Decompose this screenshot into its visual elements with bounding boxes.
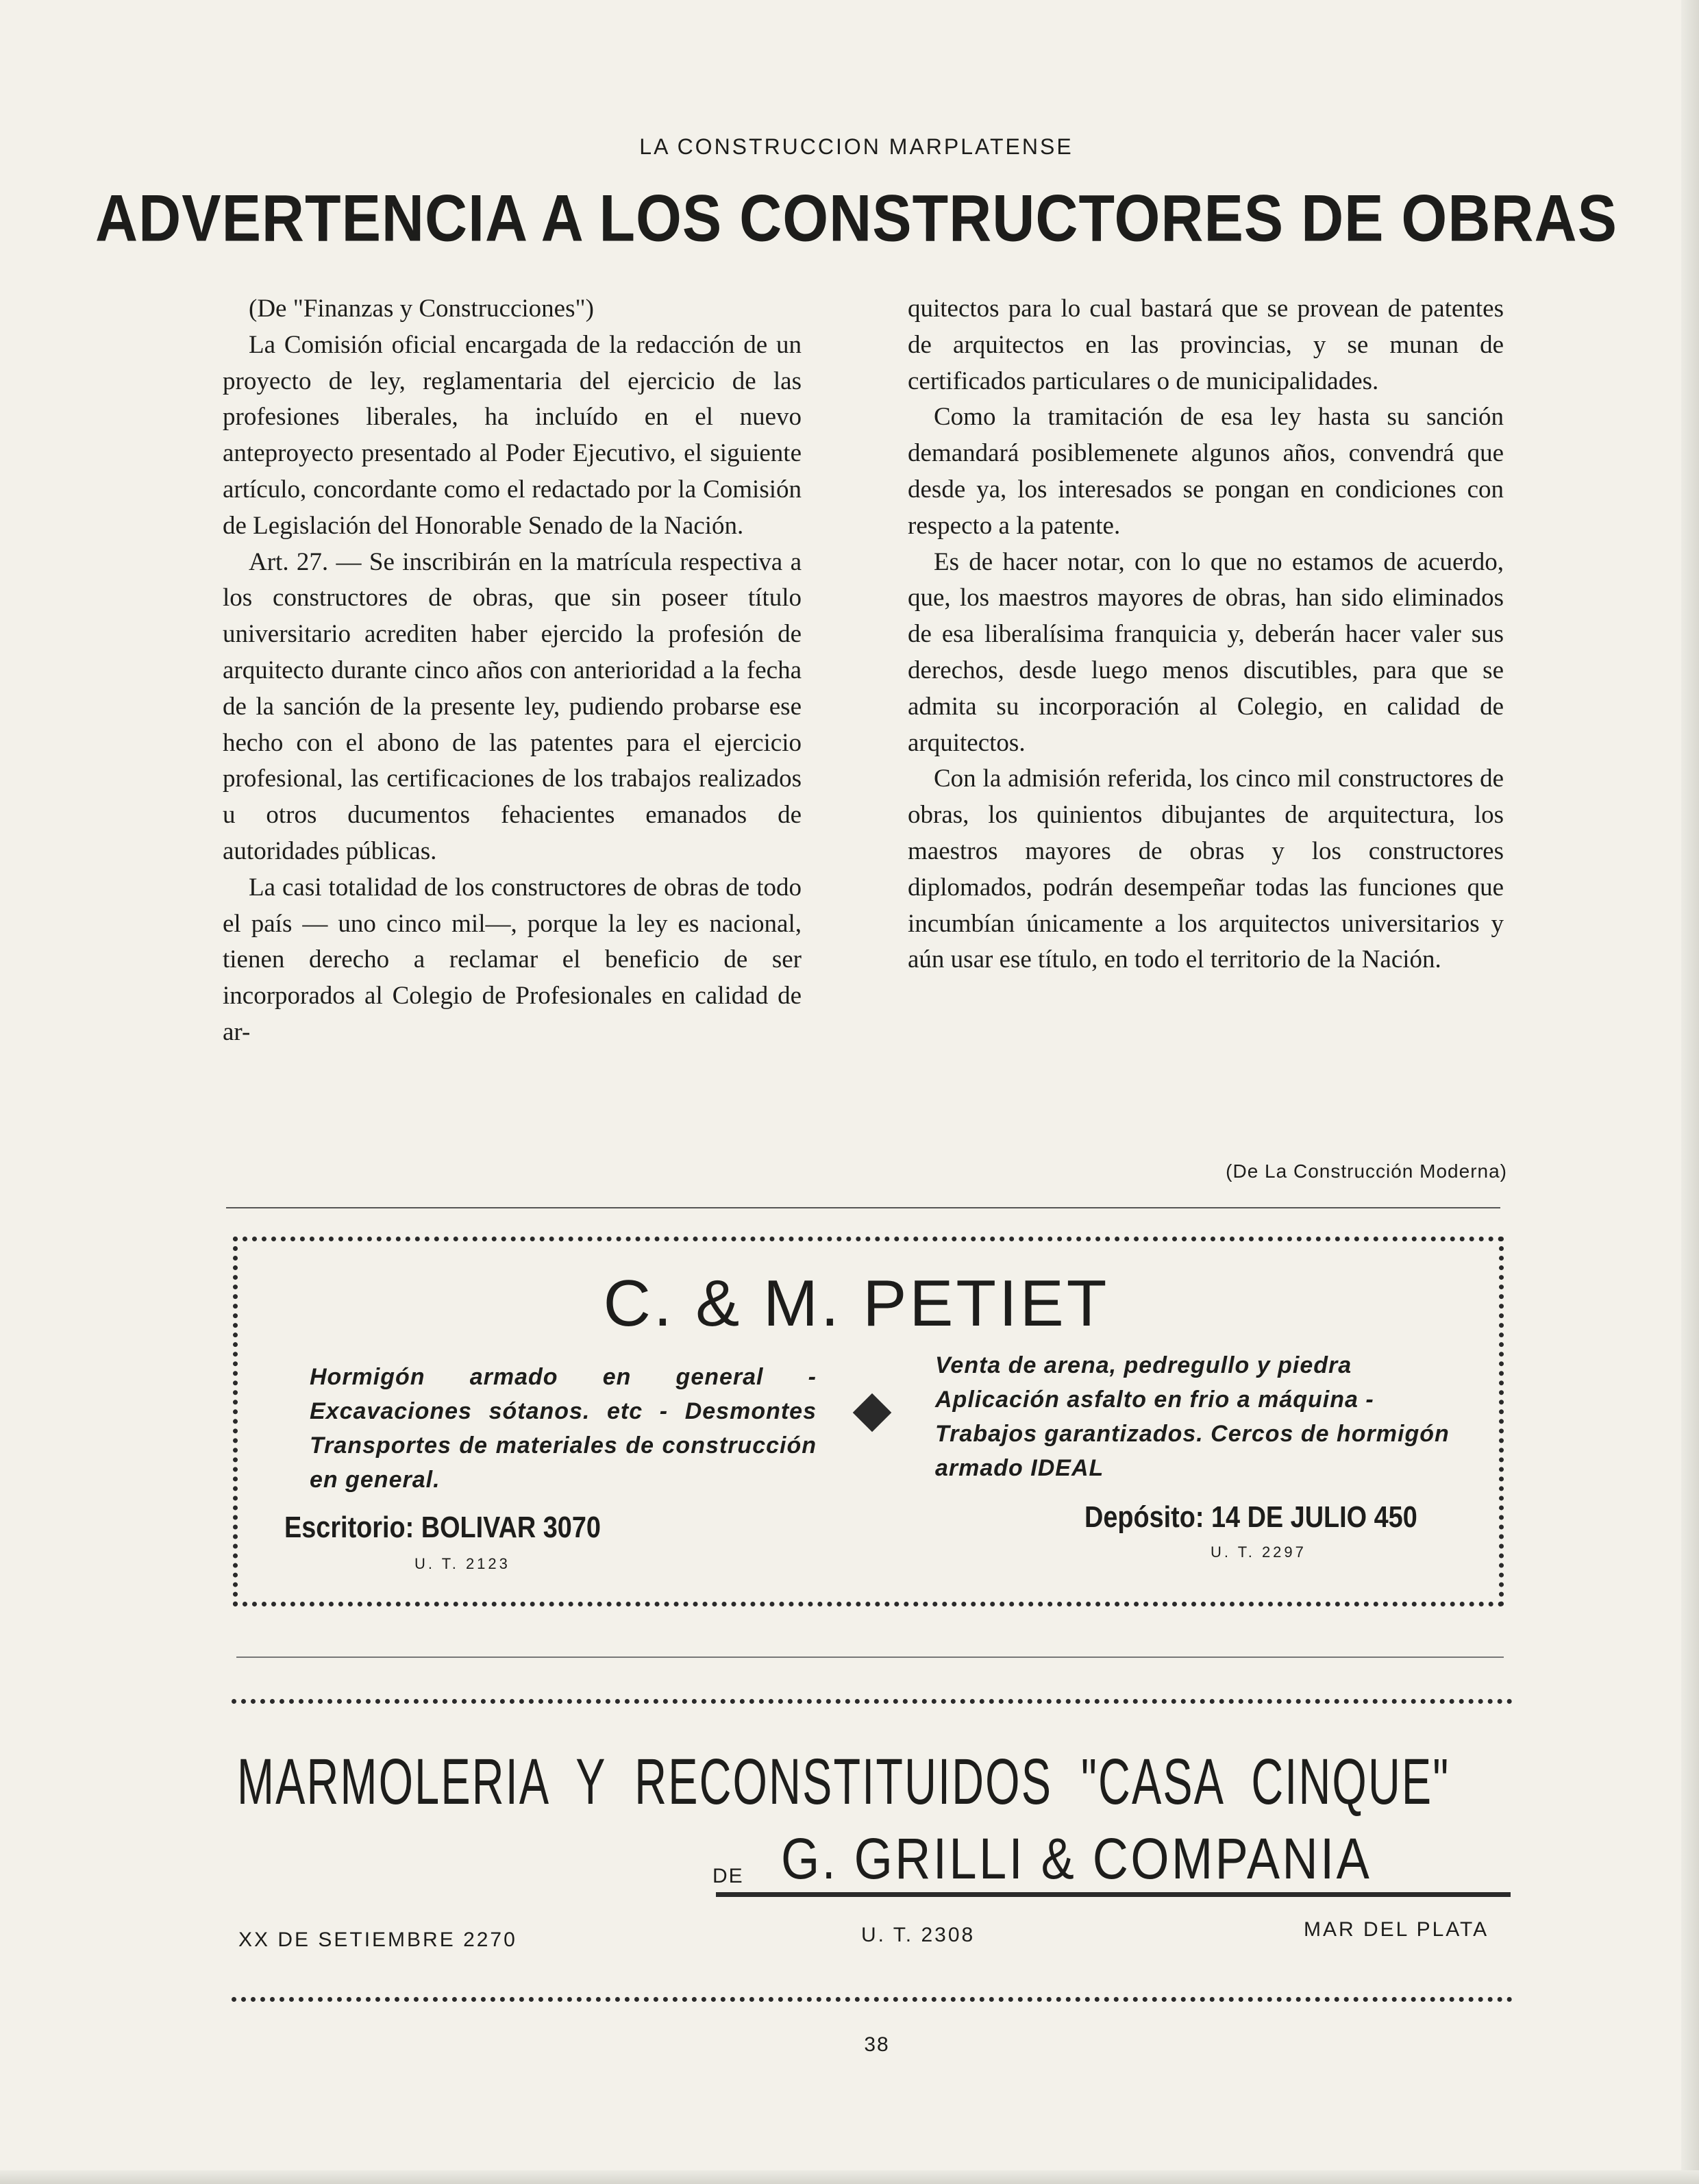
grilli-ad-title: MARMOLERIA Y RECONSTITUIDOS "CASA CINQUE" — [237, 1746, 1450, 1819]
petiet-office-phone: U. T. 2123 — [414, 1555, 510, 1572]
grilli-ad-phone: U. T. 2308 — [861, 1924, 976, 1946]
page-number: 38 — [864, 2033, 890, 2056]
article-paragraph: Es de hacer notar, con lo que no estamos de acuerdo, que, los maestros mayores de obras, han sido eliminados de esa liberalísima franquicia y, deberán hacer valer sus derechos, desde luego menos discutibles, para que se admita su incorporación al Colegio, en calidad de arquitectos. — [908, 547, 1504, 757]
article-credit: (De La Construcción Moderna) — [1226, 1161, 1507, 1182]
petiet-depot-phone: U. T. 2297 — [1211, 1543, 1306, 1561]
grilli-ad-company: G. GRILLI & COMPANIA — [781, 1826, 1372, 1891]
petiet-office-address: Escritorio: BOLIVAR 3070 — [284, 1511, 601, 1544]
article-right-column — [908, 291, 1504, 978]
article-source: (De "Finanzas y Construcciones") — [249, 295, 594, 323]
article-paragraph: Art. 27. — Se inscribirán en la matrícula respectiva a los constructores de obras, que sin poseer título universitario acrediten haber ejercido la profesión de arquitecto durante cinco años con anterioridad a la fecha de la sanción de la presente ley, pudiendo probarse ese hecho con el abono de las patentes para el ejercicio profesional, las certificaciones de los trabajos realizados u otros ducumentos fehacientes emanados de autoridades públicas. — [223, 547, 802, 865]
grilli-ad-bottom-border — [232, 1997, 1513, 2002]
article-left-column — [223, 291, 802, 1051]
grilli-ad-top-border — [232, 1699, 1513, 1704]
divider — [226, 1207, 1500, 1208]
petiet-depot-address: Depósito: 14 DE JULIO 450 — [1084, 1500, 1417, 1534]
petiet-ad-name: C. & M. PETIET — [603, 1267, 1110, 1340]
petiet-ad-services-left: Hormigón armado en general - Excavaciones sótanos. etc - Desmontes Transportes de materiales de construcción en general. — [310, 1364, 817, 1493]
grilli-ad-address: XX DE SETIEMBRE 2270 — [238, 1928, 517, 1951]
divider — [236, 1656, 1504, 1658]
running-head: LA CONSTRUCCION MARPLATENSE — [639, 134, 1074, 159]
page-edge — [0, 2170, 1699, 2184]
article-title: ADVERTENCIA A LOS CONSTRUCTORES DE OBRAS — [95, 182, 1617, 256]
grilli-ad-city: MAR DEL PLATA — [1304, 1918, 1489, 1941]
page-edge — [1681, 0, 1699, 2184]
article-paragraph: La casi totalidad de los constructores de obras de todo el país — uno cinco mil—, porque la ley es nacional, tienen derecho a reclamar el beneficio de ser incorporados al Colegio de Profesionales en calidad de ar- — [223, 873, 802, 1046]
article-paragraph: La Comisión oficial encargada de la redacción de un proyecto de ley, reglamentaria del ejercicio de las profesiones liberales, ha incluído en el nuevo anteproyecto presentado al Poder Ejecutivo, el siguiente artículo, concordante como el redactado por la Comisión de Legislación del Honorable Senado de la Nación. — [223, 330, 802, 540]
article-paragraph: quitectos para lo cual bastará que se provean de patentes de arquitectos en las provincias, y se munan de certificados particulares o de municipalidades. — [908, 295, 1504, 395]
grilli-ad-de: DE — [712, 1865, 744, 1887]
petiet-ad-services-right: Venta de arena, pedregullo y piedra Aplicación asfalto en frio a máquina - Trabajos garantizados. Cercos de hormigón armado IDEAL — [935, 1352, 1450, 1481]
article-paragraph: Como la tramitación de esa ley hasta su sanción demandará posiblemenete algunos años, convendrá que desde ya, los interesados se pongan en condiciones con respecto a la patente. — [908, 403, 1504, 540]
grilli-ad-underline — [716, 1892, 1511, 1897]
article-paragraph: Con la admisión referida, los cinco mil constructores de obras, los quinientos dibujantes de arquitectura, los maestros mayores de obras y los constructores diplomados, podrán desempeñar todas las funciones que incumbían únicamente a los arquitectos universitarios y aún usar ese título, en todo el territorio de la Nación. — [908, 765, 1504, 974]
